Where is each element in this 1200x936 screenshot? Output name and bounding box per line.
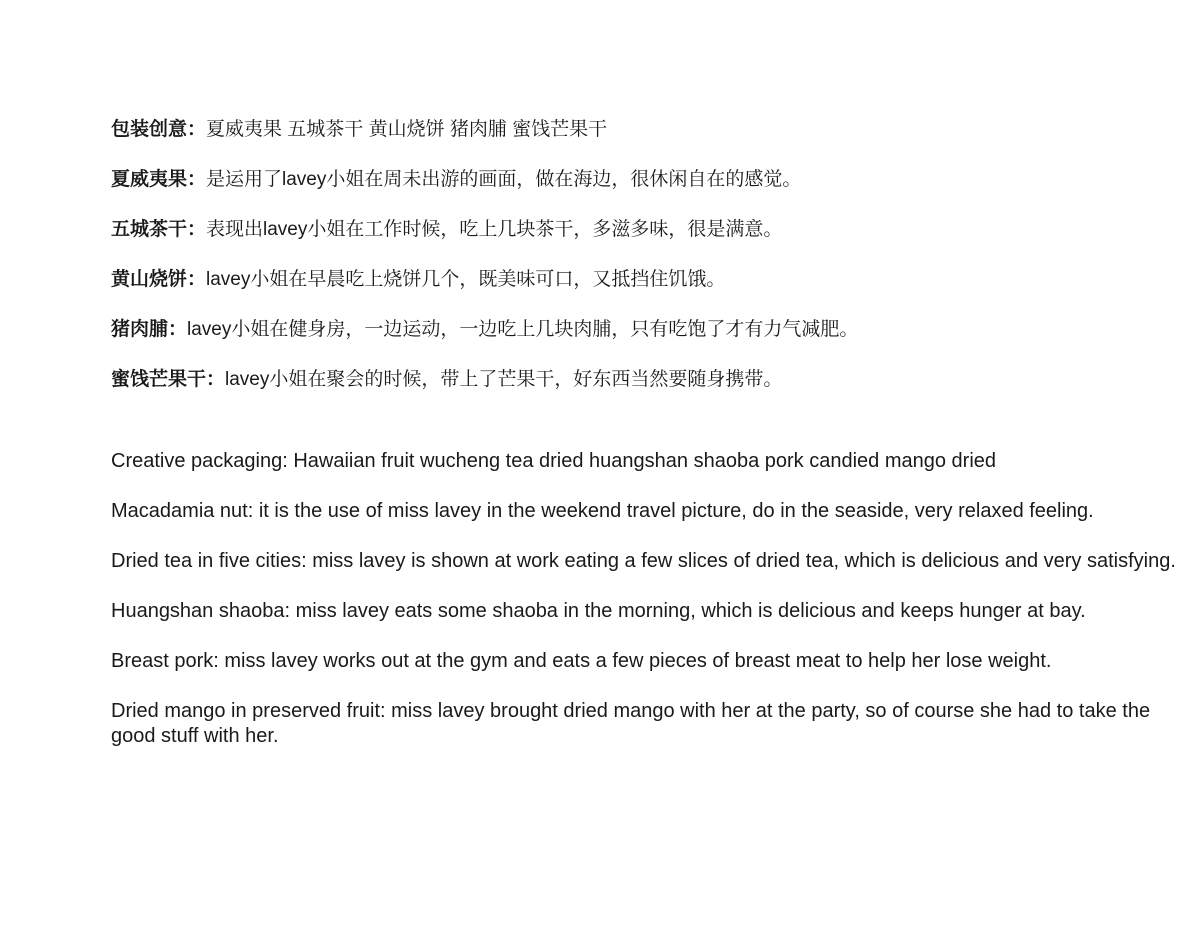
zh-label: 包装创意： [111,119,207,140]
zh-label: 猪肉脯： [111,319,188,340]
zh-text: 夏威夷果 五城茶干 黄山烧饼 猪肉脯 蜜饯芒果干 [206,119,608,140]
zh-paragraph-packaging [111,114,1191,146]
document-body [111,114,1191,774]
en-paragraph-tea: Dried tea in five cities: miss lavey is shown at work eating a few slices of dried tea, which is delicious and very satisfying. [111,550,1176,572]
zh-paragraph-macadamia [111,164,1191,196]
zh-text: lavey小姐在健身房，一边运动，一边吃上几块肉脯，只有吃饱了才有力气减肥。 [187,319,859,340]
zh-text: 是运用了lavey小姐在周未出游的画面，做在海边，很休闲自在的感觉。 [206,169,802,190]
en-paragraph-packaging: Creative packaging: Hawaiian fruit wucheng tea dried huangshan shaoba pork candied mango dried [111,450,997,472]
zh-label: 蜜饯芒果干： [111,369,226,390]
zh-text: lavey小姐在早晨吃上烧饼几个，既美味可口，又抵挡住饥饿。 [206,269,726,290]
en-paragraph-pork: Breast pork: miss lavey works out at the gym and eats a few pieces of breast meat to help her lose weight. [111,650,1052,672]
zh-paragraph-tea [111,214,1191,246]
english-section [111,449,1191,749]
en-paragraph-shaoba: Huangshan shaoba: miss lavey eats some shaoba in the morning, which is delicious and keeps hunger at bay. [111,600,1086,622]
zh-label: 夏威夷果： [111,169,207,190]
zh-label: 黄山烧饼： [111,269,207,290]
zh-label: 五城茶干： [111,219,207,240]
chinese-section [111,114,1191,414]
zh-paragraph-shaoba [111,264,1191,296]
zh-text: 表现出lavey小姐在工作时候，吃上几块茶干，多滋多味，很是满意。 [206,219,783,240]
zh-paragraph-pork [111,314,1191,346]
en-paragraph-mango: Dried mango in preserved fruit: miss lavey brought dried mango with her at the party, so of course she had to take the good stuff with her. [111,700,1151,747]
en-paragraph-macadamia: Macadamia nut: it is the use of miss lavey in the weekend travel picture, do in the seaside, very relaxed feeling. [111,500,1094,522]
zh-text: lavey小姐在聚会的时候，带上了芒果干，好东西当然要随身携带。 [225,369,783,390]
zh-paragraph-mango [111,364,1191,396]
